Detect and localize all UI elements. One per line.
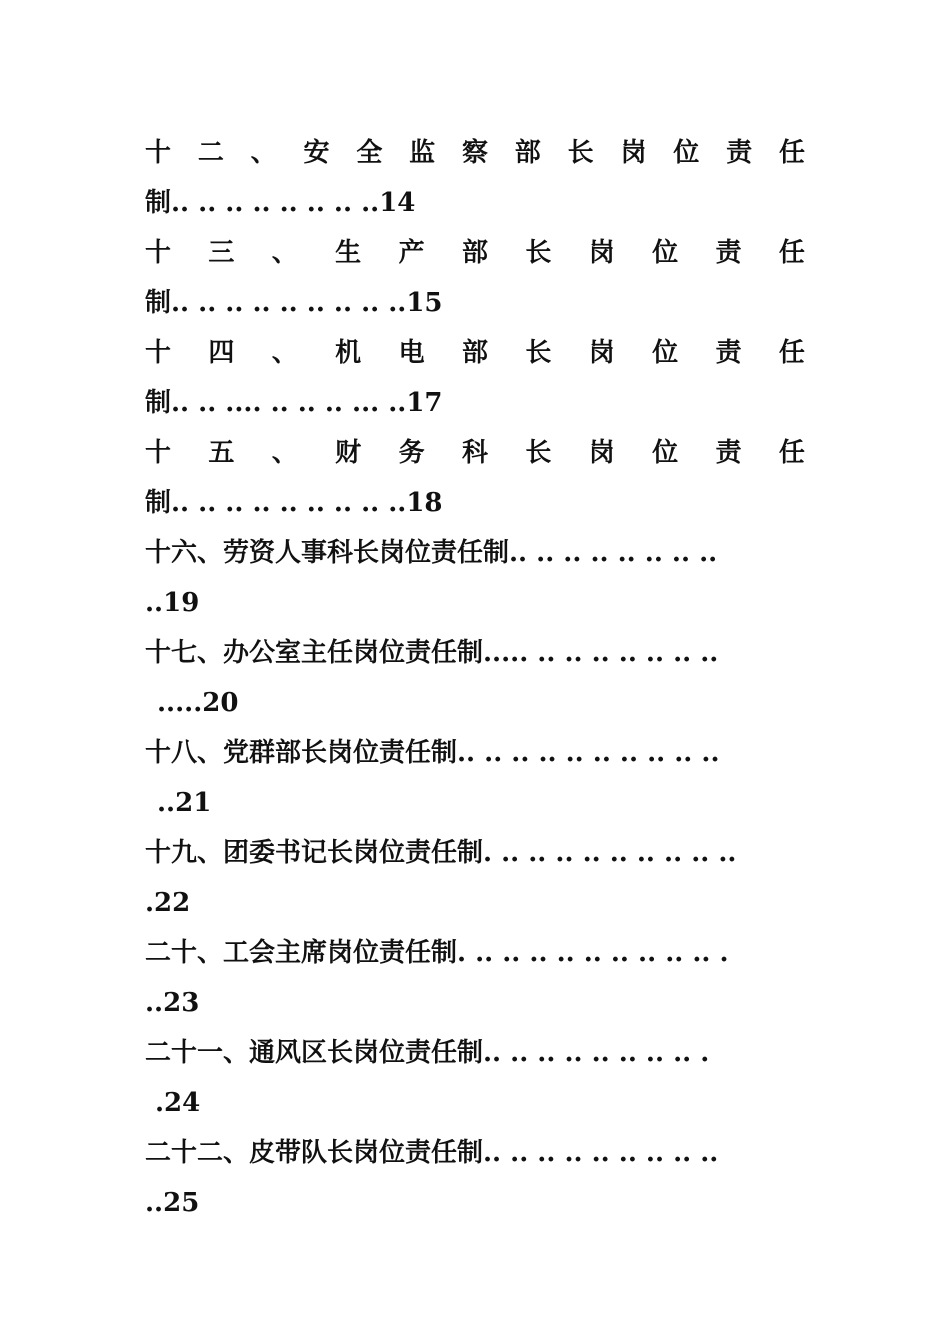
toc-char: 三: [208, 238, 235, 268]
toc-char: 、: [271, 238, 298, 268]
toc-entry-12-title[interactable]: [145, 128, 805, 178]
toc-entry-18-title[interactable]: 十八、党群部长岗位责任制.. .. .. .. .. .. .. .. .. ..: [145, 738, 720, 768]
toc-entry-13-leader[interactable]: 制.. .. .. .. .. .. .. .. ..15: [145, 288, 443, 318]
toc-char: 监: [409, 138, 436, 168]
toc-char: 务: [398, 438, 425, 468]
toc-char: 十: [145, 338, 172, 368]
toc-entry-19-page[interactable]: .22: [145, 888, 191, 918]
toc-char: 长: [525, 238, 552, 268]
toc-char: 安: [303, 138, 330, 168]
toc-entry-20-title[interactable]: 二十、工会主席岗位责任制. .. .. .. .. .. .. .. .. .. .: [145, 938, 729, 968]
toc-char: 十: [145, 238, 172, 268]
toc-char: 、: [271, 338, 298, 368]
toc-char: 科: [461, 438, 488, 468]
toc-entry-18-page[interactable]: ..21: [157, 788, 212, 818]
toc-entry-17-title[interactable]: 十七、办公室主任岗位责任制..... .. .. .. .. .. .. ..: [145, 638, 719, 668]
toc-char: 电: [398, 338, 425, 368]
toc-entry-15-leader[interactable]: 制.. .. .. .. .. .. .. .. ..18: [145, 488, 443, 518]
toc-char: 岗: [588, 238, 615, 268]
toc-entry-14-leader[interactable]: 制.. .. .... .. .. .. ... ..17: [145, 388, 443, 418]
toc-entry-22-page[interactable]: ..25: [145, 1188, 200, 1218]
toc-char: 岗: [620, 138, 647, 168]
toc-char: 全: [356, 138, 383, 168]
toc-entry-21-title[interactable]: 二十一、通风区长岗位责任制.. .. .. .. .. .. .. .. .: [145, 1038, 710, 1068]
toc-char: 部: [514, 138, 541, 168]
toc-char: 长: [525, 438, 552, 468]
toc-char: 长: [567, 138, 594, 168]
toc-char: 岗: [588, 438, 615, 468]
toc-char: 二: [197, 138, 224, 168]
toc-char: 位: [652, 338, 679, 368]
toc-char: 生: [335, 238, 362, 268]
toc-entry-15-title[interactable]: [145, 428, 805, 478]
toc-char: 十: [145, 438, 172, 468]
toc-entry-17-page[interactable]: .....20: [157, 688, 239, 718]
toc-char: 任: [778, 138, 805, 168]
toc-entry-22-title[interactable]: 二十二、皮带队长岗位责任制.. .. .. .. .. .. .. .. ..: [145, 1138, 719, 1168]
toc-char: 部: [461, 338, 488, 368]
toc-entry-21-page[interactable]: .24: [155, 1088, 201, 1118]
toc-char: 任: [778, 438, 805, 468]
toc-entry-13-title[interactable]: [145, 228, 805, 278]
toc-char: 、: [250, 138, 277, 168]
toc-char: 五: [208, 438, 235, 468]
toc-char: 财: [335, 438, 362, 468]
toc-char: 四: [208, 338, 235, 368]
toc-char: 察: [461, 138, 488, 168]
toc-entry-14-title[interactable]: [145, 328, 805, 378]
toc-char: 责: [715, 238, 742, 268]
toc-entry-16-page[interactable]: ..19: [145, 588, 200, 618]
toc-char: 部: [461, 238, 488, 268]
toc-entry-20-page[interactable]: ..23: [145, 988, 200, 1018]
toc-char: 、: [271, 438, 298, 468]
toc-char: 责: [726, 138, 753, 168]
toc-char: 任: [778, 338, 805, 368]
toc-char: 长: [525, 338, 552, 368]
toc-entry-16-title[interactable]: 十六、劳资人事科长岗位责任制.. .. .. .. .. .. .. ..: [145, 538, 718, 568]
toc-char: 产: [398, 238, 425, 268]
toc-char: 十: [145, 138, 172, 168]
toc-char: 机: [335, 338, 362, 368]
toc-entry-12-leader[interactable]: 制.. .. .. .. .. .. .. ..14: [145, 188, 416, 218]
toc-char: 位: [652, 438, 679, 468]
toc-char: 责: [715, 438, 742, 468]
toc-char: 位: [652, 238, 679, 268]
toc-char: 任: [778, 238, 805, 268]
toc-char: 责: [715, 338, 742, 368]
table-of-contents: [145, 128, 805, 1228]
toc-char: 位: [673, 138, 700, 168]
toc-char: 岗: [588, 338, 615, 368]
toc-entry-19-title[interactable]: 十九、团委书记长岗位责任制. .. .. .. .. .. .. .. .. ..: [145, 838, 737, 868]
